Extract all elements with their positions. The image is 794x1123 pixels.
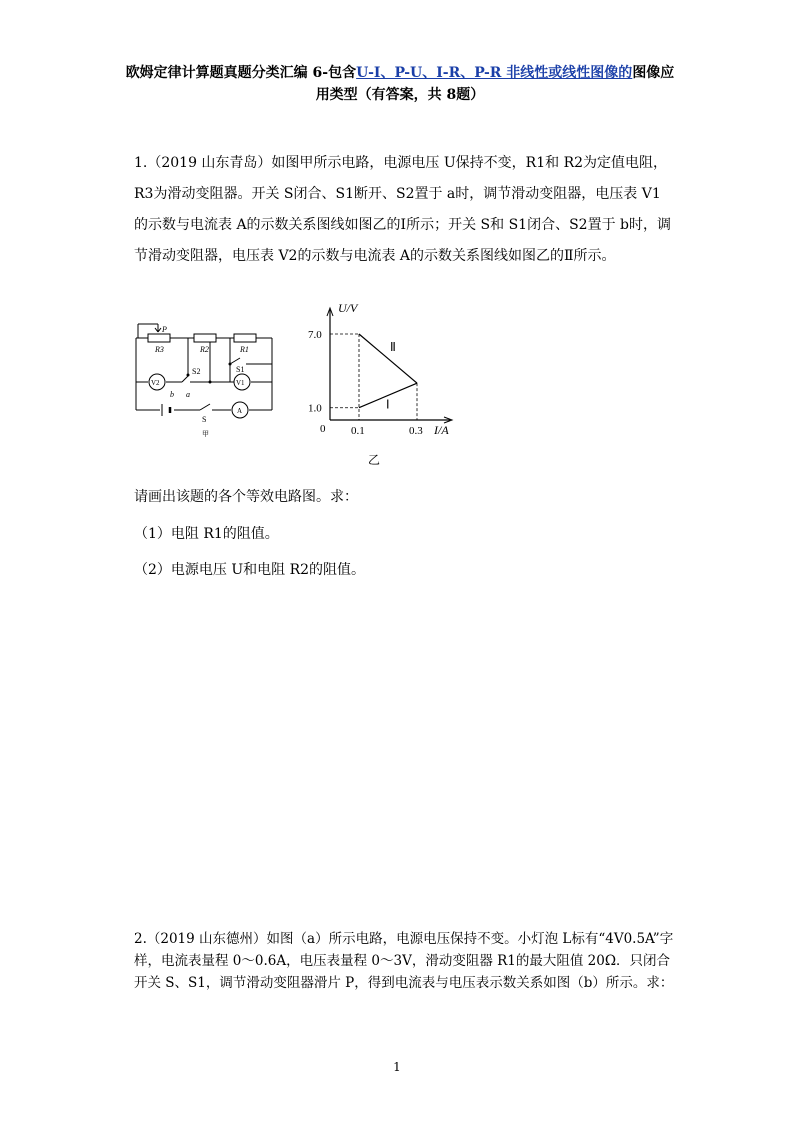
label-s2: S2 bbox=[192, 367, 201, 376]
subquestion-1: （1）电阻 R1的阻值。 bbox=[134, 526, 279, 542]
terminal-dot bbox=[187, 374, 190, 377]
u-i-graph bbox=[308, 301, 452, 437]
figure-group bbox=[130, 296, 460, 470]
origin-label: 0 bbox=[320, 423, 326, 435]
resistor-r2 bbox=[194, 334, 216, 342]
junction-dot bbox=[229, 363, 232, 366]
x-tick-label: 0.3 bbox=[409, 425, 423, 437]
resistor-r3 bbox=[148, 334, 170, 342]
label-jia: 甲 bbox=[202, 430, 209, 438]
question-2-text: 2.（2019 山东德州）如图（a）所示电路，电源电压保持不变。小灯泡 L标有“4V0.5A”字样，电流表量程 0～0.6A，电压表量程 0～3V，滑动变阻器 R1的最大阻值 20Ω．只闭合开关 S、S1，调节滑动变阻器滑片 P，得到电流表与电压表示数关系如图（b）所示。求： bbox=[134, 931, 674, 991]
label-s1: S1 bbox=[236, 365, 245, 374]
chart-caption: 乙 bbox=[368, 453, 381, 466]
series-line bbox=[359, 334, 417, 383]
x-axis-label: I/A bbox=[434, 423, 449, 437]
figure-svg bbox=[130, 296, 460, 466]
y-tick-label: 7.0 bbox=[308, 329, 322, 341]
page-number: 1 bbox=[393, 1060, 401, 1074]
label-s: S bbox=[202, 415, 207, 424]
label-p: P bbox=[162, 325, 167, 334]
label-b: b bbox=[170, 390, 174, 399]
title-line2: 用类型（有答案，共 8题） bbox=[315, 87, 485, 103]
series-label: Ⅱ bbox=[390, 340, 396, 355]
label-a: a bbox=[186, 390, 190, 399]
x-tick-label: 0.1 bbox=[351, 425, 365, 437]
label-v1: V1 bbox=[236, 379, 245, 387]
y-axis-label: U/V bbox=[338, 301, 358, 315]
title-prefix: 欧姆定律计算题真题分类汇编 6-包含 bbox=[125, 65, 357, 81]
junction-dot bbox=[209, 381, 212, 384]
subquestion-2: （2）电源电压 U和电阻 R2的阻值。 bbox=[134, 562, 366, 578]
document-title bbox=[120, 62, 680, 106]
label-ammeter: A bbox=[237, 407, 243, 415]
y-tick-label: 1.0 bbox=[308, 402, 322, 415]
label-r1: R1 bbox=[240, 345, 249, 354]
title-suffix: 图像应 bbox=[632, 65, 675, 81]
label-r2: R2 bbox=[200, 345, 209, 354]
title-link[interactable]: U-I、P-U、I-R、P-R 非线性或线性图像的 bbox=[356, 65, 633, 81]
label-v2: V2 bbox=[151, 379, 160, 387]
question-1-text: 1.（2019 山东青岛）如图甲所示电路，电源电压 U保持不变，R1和 R2为定值电阻，R3为滑动变阻器。开关 S闭合、S1断开、S2置于 a时，调节滑动变阻器，电压表 V1的示数与电流表 A的示数关系图线如图乙的Ⅰ所示；开关 S和 S1闭合、S2置于 b时，调节滑动变阻器，电压表 V2的示数与电流表 A的示数关系图线如图乙的Ⅱ所示。 bbox=[134, 155, 671, 264]
label-r3: R3 bbox=[155, 345, 164, 354]
instruction-text: 请画出该题的各个等效电路图。求： bbox=[134, 489, 358, 505]
resistor-r1 bbox=[234, 334, 256, 342]
series-label: Ⅰ bbox=[386, 397, 390, 412]
